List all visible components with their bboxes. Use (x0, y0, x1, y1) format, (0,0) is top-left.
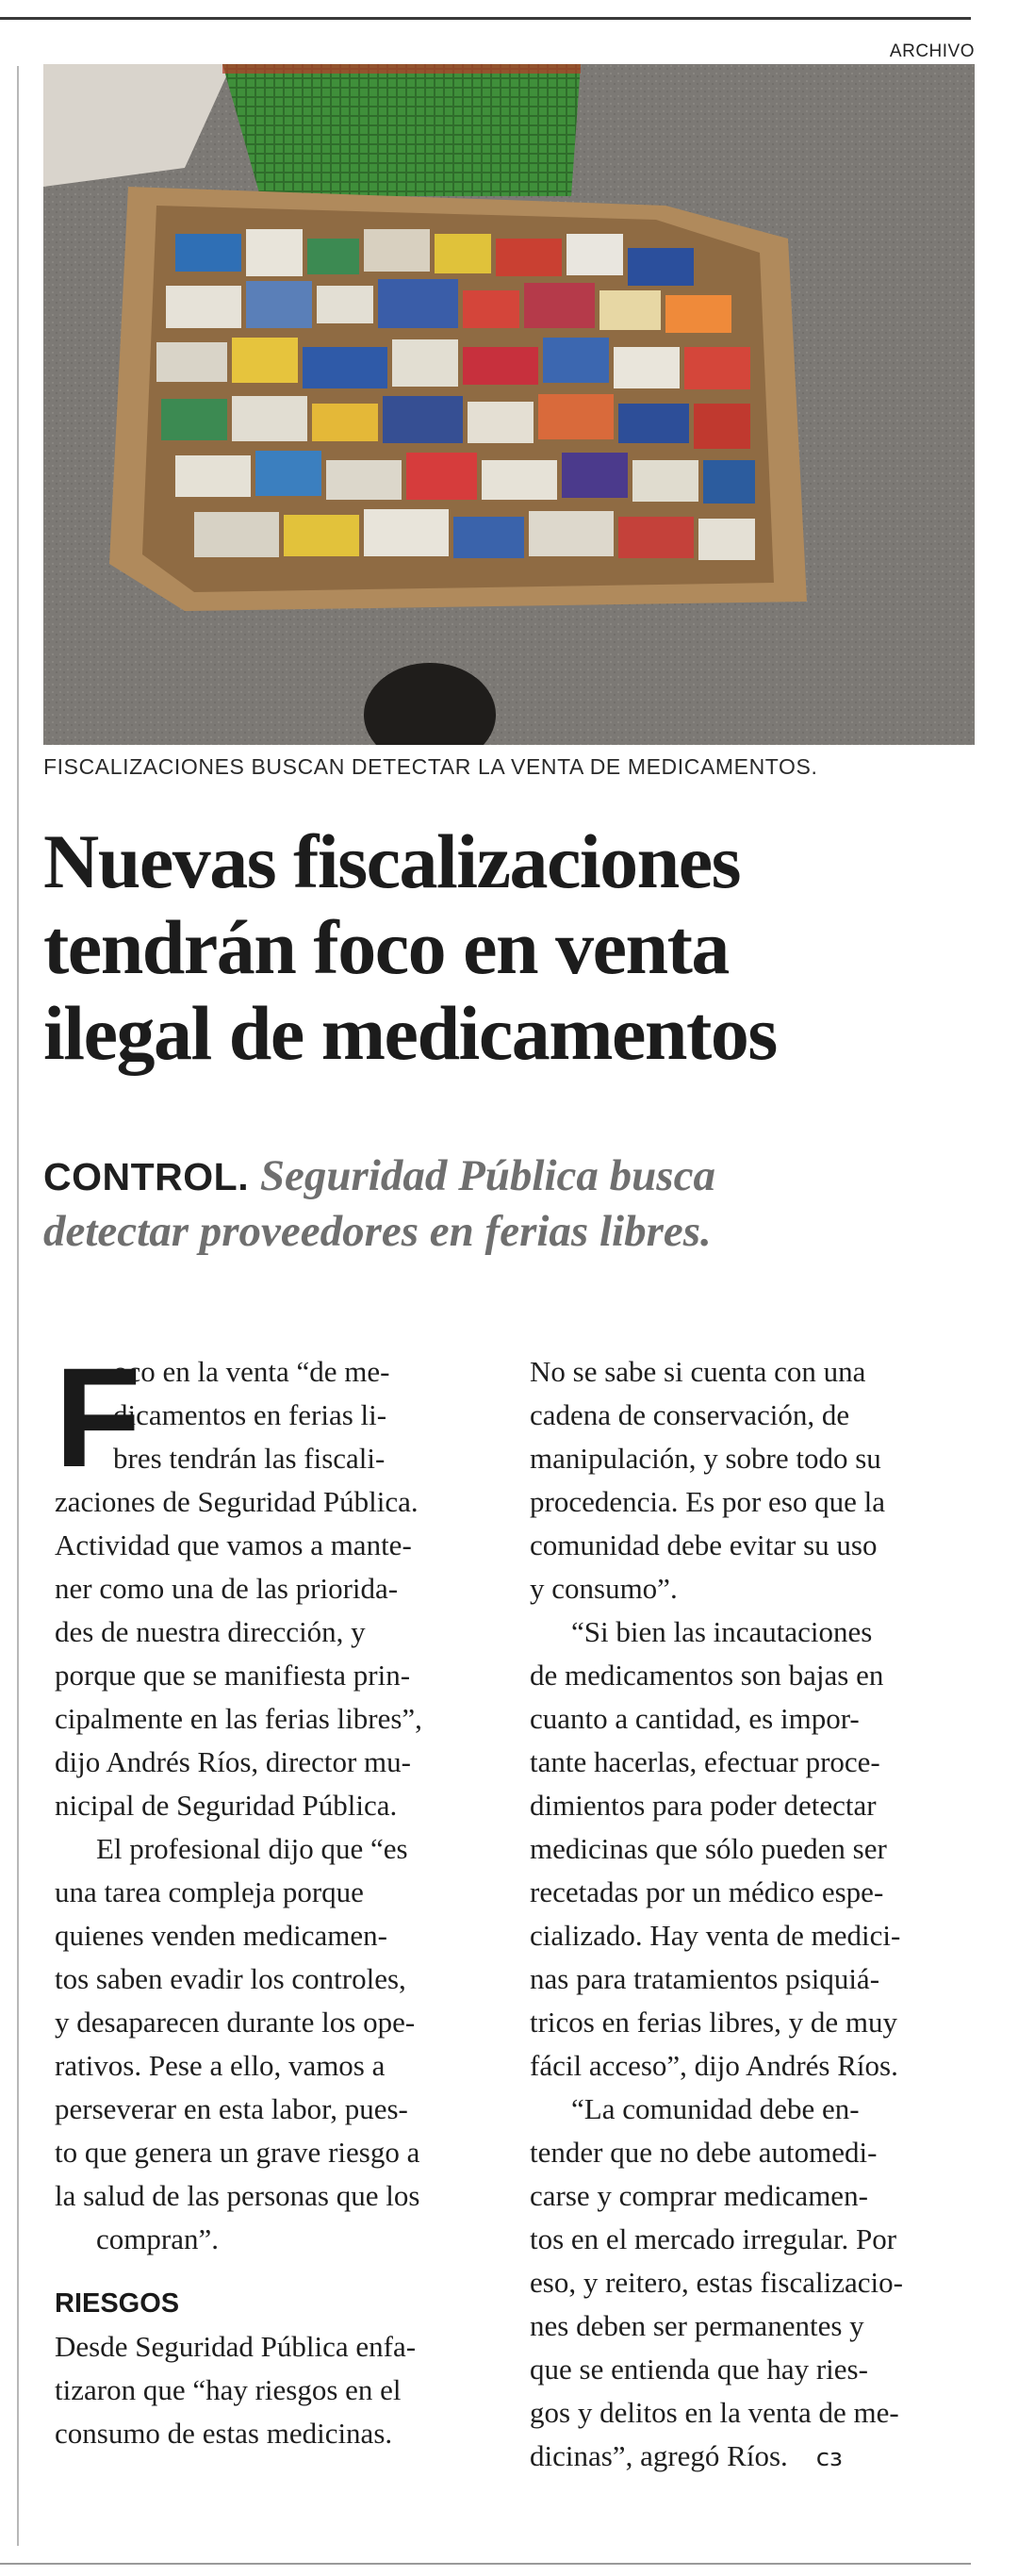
body-line: des de nuestra dirección, y (55, 1615, 366, 1648)
body-line: comunidad debe evitar su uso (530, 1528, 878, 1561)
body-line: y desaparecen durante los ope- (55, 2006, 416, 2039)
body-line: tos en el mercado irregular. Por (530, 2222, 897, 2255)
body-line: dicamentos en ferias li- (113, 1398, 387, 1431)
dropcap: F (55, 1338, 141, 1496)
top-rule (0, 17, 971, 20)
body-line: cadena de conservación, de (530, 1398, 850, 1431)
dropcap-paragraph (55, 1338, 496, 1496)
body-line: rativos. Pese a ello, vamos a (55, 2049, 386, 2082)
body-line: dijo Andrés Ríos, director mu- (55, 1745, 411, 1778)
bottom-rule (0, 2563, 971, 2565)
body-line: recetadas por un médico espe- (530, 1875, 884, 1908)
deck-text-1: Seguridad Pública busca (259, 1151, 715, 1200)
body-line: eso, y reitero, estas fiscalizacio- (530, 2266, 903, 2299)
photo-credit: ARCHIVO (889, 41, 975, 61)
body-line: nicipal de Seguridad Pública. (55, 1789, 398, 1822)
body-line: dimientos para poder detectar (530, 1789, 877, 1822)
body-line: de medicamentos son bajas en (530, 1659, 884, 1692)
body-line: procedencia. Es por eso que la (530, 1485, 886, 1518)
photo-illustration (43, 64, 975, 745)
body-column-left (55, 1338, 496, 2455)
body-line: cializado. Hay venta de medici- (530, 1919, 901, 1952)
body-line: tos saben evadir los controles, (55, 1962, 406, 1995)
body-line: una tarea compleja porque (55, 1875, 364, 1908)
body-line: nes deben ser permanentes y (530, 2309, 864, 2342)
body-line: cipalmente en las ferias libres”, (55, 1702, 422, 1735)
headline-line: ilegal de medicamentos (43, 990, 777, 1076)
body-line: tante hacerlas, efectuar proce- (530, 1745, 880, 1778)
body-line: Desde Seguridad Pública enfa- (55, 2330, 417, 2363)
body-line: No se sabe si cuenta con una (530, 1355, 866, 1388)
body-line: que se entienda que hay ries- (530, 2353, 868, 2386)
lead-deck (43, 1148, 977, 1259)
deck-text-2: detectar proveedores en ferias libres. (43, 1207, 712, 1256)
photo-caption: FISCALIZACIONES BUSCAN DETECTAR LA VENTA DE MEDICAMENTOS. (43, 754, 818, 779)
body-line: bres tendrán las fiscali- (113, 1442, 386, 1475)
body-line: nas para tratamientos psiquiá- (530, 1962, 880, 1995)
body-column-right (530, 1350, 977, 2478)
body-line: ner como una de las priorida- (55, 1572, 399, 1605)
body-line: la salud de las personas que los (55, 2179, 420, 2212)
body-line: El profesional dijo que “es (96, 1832, 408, 1865)
final-text: dicinas”, agregó Ríos. (530, 2439, 788, 2472)
body-line: porque que se manifiesta prin- (55, 1659, 411, 1692)
body-line: “Si bien las incautaciones (571, 1615, 873, 1648)
body-line: tender que no debe automedi- (530, 2136, 878, 2169)
headline (43, 818, 977, 1076)
body-line: compran”. (96, 2222, 219, 2255)
body-line: y consumo”. (530, 1572, 678, 1605)
body-line: carse y comprar medicamen- (530, 2179, 868, 2212)
end-mark-icon: ᴄɜ (815, 2444, 843, 2472)
body-line: manipulación, y sobre todo su (530, 1442, 881, 1475)
body-line: “La comunidad debe en- (571, 2092, 860, 2125)
lead-line-1 (43, 1148, 977, 1204)
medicine-box-photo (43, 64, 975, 745)
body-line: Actividad que vamos a mante- (55, 1528, 412, 1561)
body-line: perseverar en esta labor, pues- (55, 2092, 408, 2125)
headline-line: tendrán foco en venta (43, 904, 729, 990)
body-line: tizaron que “hay riesgos en el (55, 2373, 402, 2406)
body-line: gos y delitos en la venta de me- (530, 2396, 899, 2429)
section-subhead: RIESGOS (55, 2288, 180, 2319)
body-line: fácil acceso”, dijo Andrés Ríos. (530, 2049, 898, 2082)
body-line: tricos en ferias libres, y de muy (530, 2006, 897, 2039)
body-line: oco en la venta “de me- (113, 1355, 390, 1388)
left-rule (17, 66, 19, 2546)
headline-line: Nuevas fiscalizaciones (43, 818, 741, 904)
body-line: consumo de estas medicinas. (55, 2417, 393, 2450)
body-line: zaciones de Seguridad Pública. (55, 1485, 419, 1518)
body-line-final (530, 2435, 977, 2478)
body-line: to que genera un grave riesgo a (55, 2136, 420, 2169)
kicker: CONTROL. (43, 1155, 250, 1198)
body-line: medicinas que sólo pueden ser (530, 1832, 887, 1865)
body-line: quienes venden medicamen- (55, 1919, 387, 1952)
body-line: cuanto a cantidad, es impor- (530, 1702, 860, 1735)
